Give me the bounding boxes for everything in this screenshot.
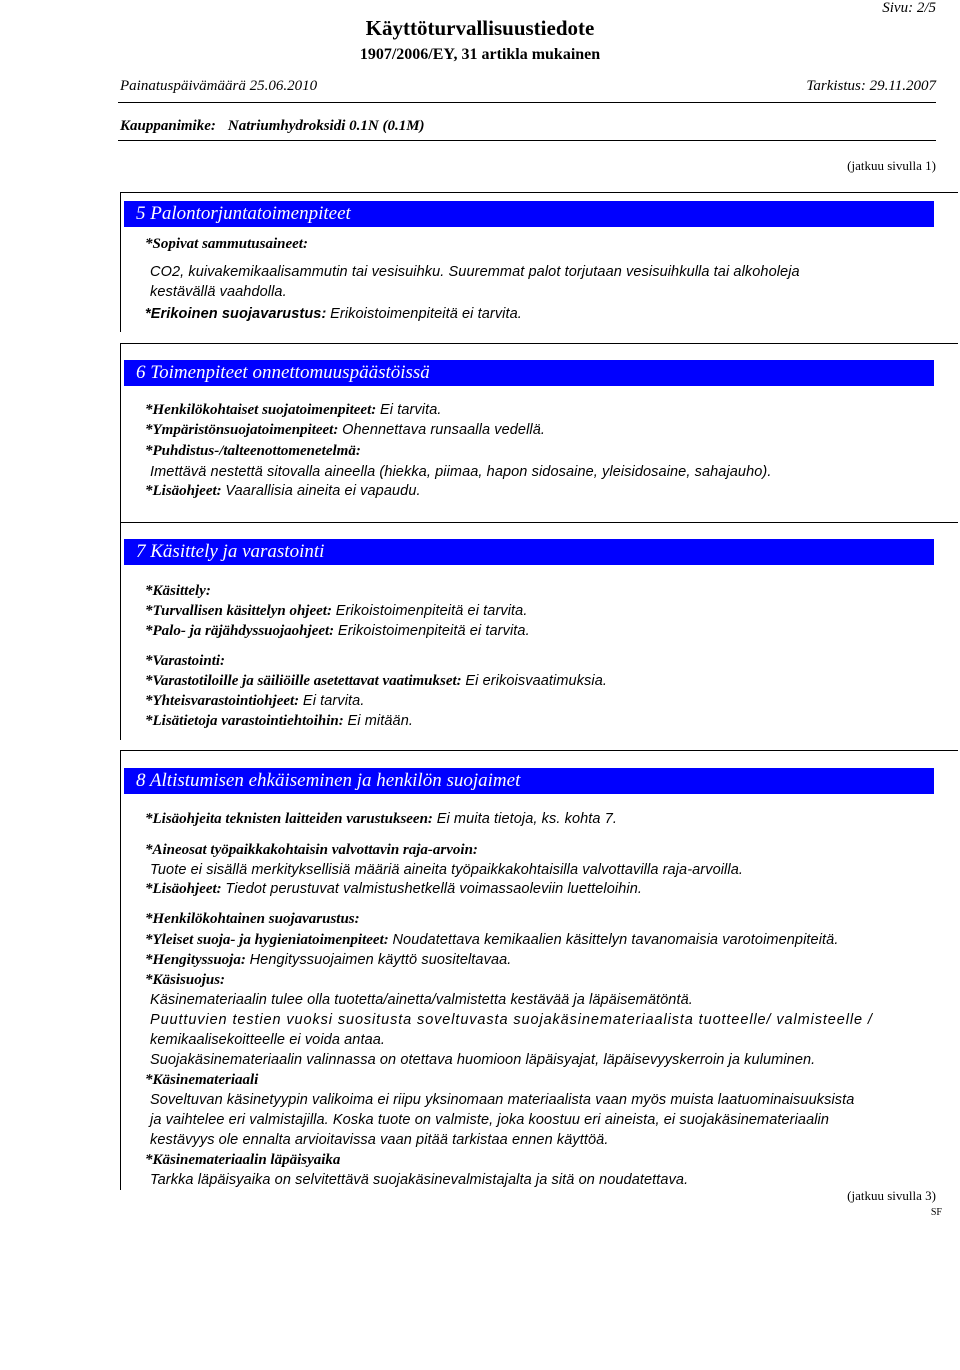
s5-line-4: *Erikoinen suojavarustus: Erikoistoimenpiteitä ei tarvita.: [145, 306, 522, 322]
s8-line-9: Käsinemateriaalin tulee olla tuotetta/ainetta/valmistetta kestävää ja läpäisemätöntä.: [150, 992, 693, 1008]
s8-line-3: Tuote ei sisällä merkityksellisiä määriä aineita työpaikkakohtaisilla valvottavilla raja-arvoilla.: [150, 862, 743, 878]
trade-name-value: Natriumhydroksidi 0.1N (0.1M): [227, 118, 425, 134]
section-7-title: 7 Käsittely ja varastointi: [124, 539, 934, 565]
s6-line-5: *Lisäohjeet: Vaarallisia aineita ei vapaudu.: [145, 483, 421, 499]
s8-line-4: *Lisäohjeet: Tiedot perustuvat valmistushetkellä voimassaoleviin luetteloihin.: [145, 881, 643, 897]
s6-line-1: *Henkilökohtaiset suojatoimenpiteet: Ei tarvita.: [145, 402, 442, 418]
s6-line-2: *Ympäristönsuojatoimenpiteet: Ohennettava runsaalla vedellä.: [145, 422, 546, 438]
print-date: Painatuspäivämäärä 25.06.2010: [120, 78, 318, 94]
s8-line-11: kemikaalisekoitteelle ei voida antaa.: [150, 1032, 386, 1048]
s8-line-13: *Käsinemateriaali: [145, 1072, 259, 1088]
s8-line-5: *Henkilökohtainen suojavarustus:: [145, 911, 360, 927]
s5-line-2: CO2, kuivakemikaalisammutin tai vesisuihku. Suuremmat palot torjutaan vesisuihkulla tai alkoholeja: [150, 264, 800, 280]
document-title: Käyttöturvallisuustiedote: [365, 16, 595, 40]
s8-line-12: Suojakäsinemateriaalin valinnassa on otettava huomioon läpäisyajat, läpäisevyyskerroin ja kuluminen.: [150, 1052, 816, 1068]
s8-line-17: *Käsinemateriaalin läpäisyaika: [145, 1152, 341, 1168]
s8-line-14: Soveltuvan käsinetyypin valikoima ei riipu yksinomaan materiaalista vaan myös muista laatuominaisuuksista: [150, 1092, 855, 1108]
trade-name-label: Kauppanimike:: [120, 118, 216, 134]
language-code: SF: [930, 1207, 942, 1218]
document-subtitle: 1907/2006/EY, 31 artikla mukainen: [359, 46, 601, 63]
s7-line-7: *Lisätietoja varastointiehtoihin: Ei mitään.: [145, 713, 414, 729]
page-number: Sivu: 2/5: [882, 0, 936, 16]
s7-line-1: *Käsittely:: [145, 583, 211, 599]
trade-name-line: [120, 118, 437, 135]
section-6-title: 6 Toimenpiteet onnettomuuspäästöissä: [124, 360, 934, 386]
s6-line-3: *Puhdistus-/talteenottomenetelmä:: [145, 443, 361, 459]
s7-line-3: *Palo- ja räjähdyssuojaohjeet: Erikoistoimenpiteitä ei tarvita.: [145, 623, 530, 639]
continued-from: (jatkuu sivulla 1): [847, 158, 936, 173]
header-divider: [118, 102, 936, 103]
section-5-title: 5 Palontorjuntatoimenpiteet: [124, 201, 934, 227]
s8-line-2: *Aineosat työpaikkakohtaisin valvottavin raja-arvoin:: [145, 842, 478, 858]
s6-line-4: Imettävä nestettä sitovalla aineella (hiekka, piimaa, hapon sidosaine, yleisidosaine, sahajauho).: [150, 464, 772, 480]
s8-line-1: *Lisäohjeita teknisten laitteiden varustukseen: Ei muita tietoja, ks. kohta 7.: [145, 811, 617, 827]
s5-line-3: kestävällä vaahdolla.: [150, 284, 287, 300]
s7-line-5: *Varastotiloille ja säiliöille asetettavat vaatimukset: Ei erikoisvaatimuksia.: [145, 673, 608, 689]
s7-line-6: *Yhteisvarastointiohjeet: Ei tarvita.: [145, 693, 365, 709]
s7-line-2: *Turvallisen käsittelyn ohjeet: Erikoistoimenpiteitä ei tarvita.: [145, 603, 528, 619]
s8-line-6: *Yleiset suoja- ja hygieniatoimenpiteet: Noudatettava kemikaalien käsittelyn tavanomaisia varotoimenpiteitä.: [145, 932, 839, 948]
s8-line-16: kestävyys ole ennalta arvioitavissa vaan pitää tarkistaa ennen käyttöä.: [150, 1132, 609, 1148]
revision-date: Tarkistus: 29.11.2007: [806, 78, 936, 94]
s8-line-7: *Hengityssuoja: Hengityssuojaimen käyttö suositeltavaa.: [145, 952, 512, 968]
trade-divider: [118, 140, 936, 141]
s7-line-4: *Varastointi:: [145, 653, 226, 669]
continued-on: (jatkuu sivulla 3): [847, 1188, 936, 1203]
section-8-title: 8 Altistumisen ehkäiseminen ja henkilön suojaimet: [124, 768, 934, 794]
s8-line-18: Tarkka läpäisyaika on selvitettävä suojakäsinevalmistajalta ja sitä on noudatettava.: [150, 1172, 689, 1188]
s8-line-8: *Käsisuojus:: [145, 972, 226, 988]
s8-line-10: Puuttuvien testien vuoksi suositusta soveltuvasta suojakäsinemateriaalista tuotteelle/ valmisteelle /: [150, 1012, 873, 1028]
s8-line-15: ja vaihtelee eri valmistajilla. Koska tuote on valmiste, joka koostuu eri aineista, ei suojakäsinemateriaalin: [150, 1112, 830, 1128]
s5-line-1: *Sopivat sammutusaineet:: [145, 236, 308, 252]
